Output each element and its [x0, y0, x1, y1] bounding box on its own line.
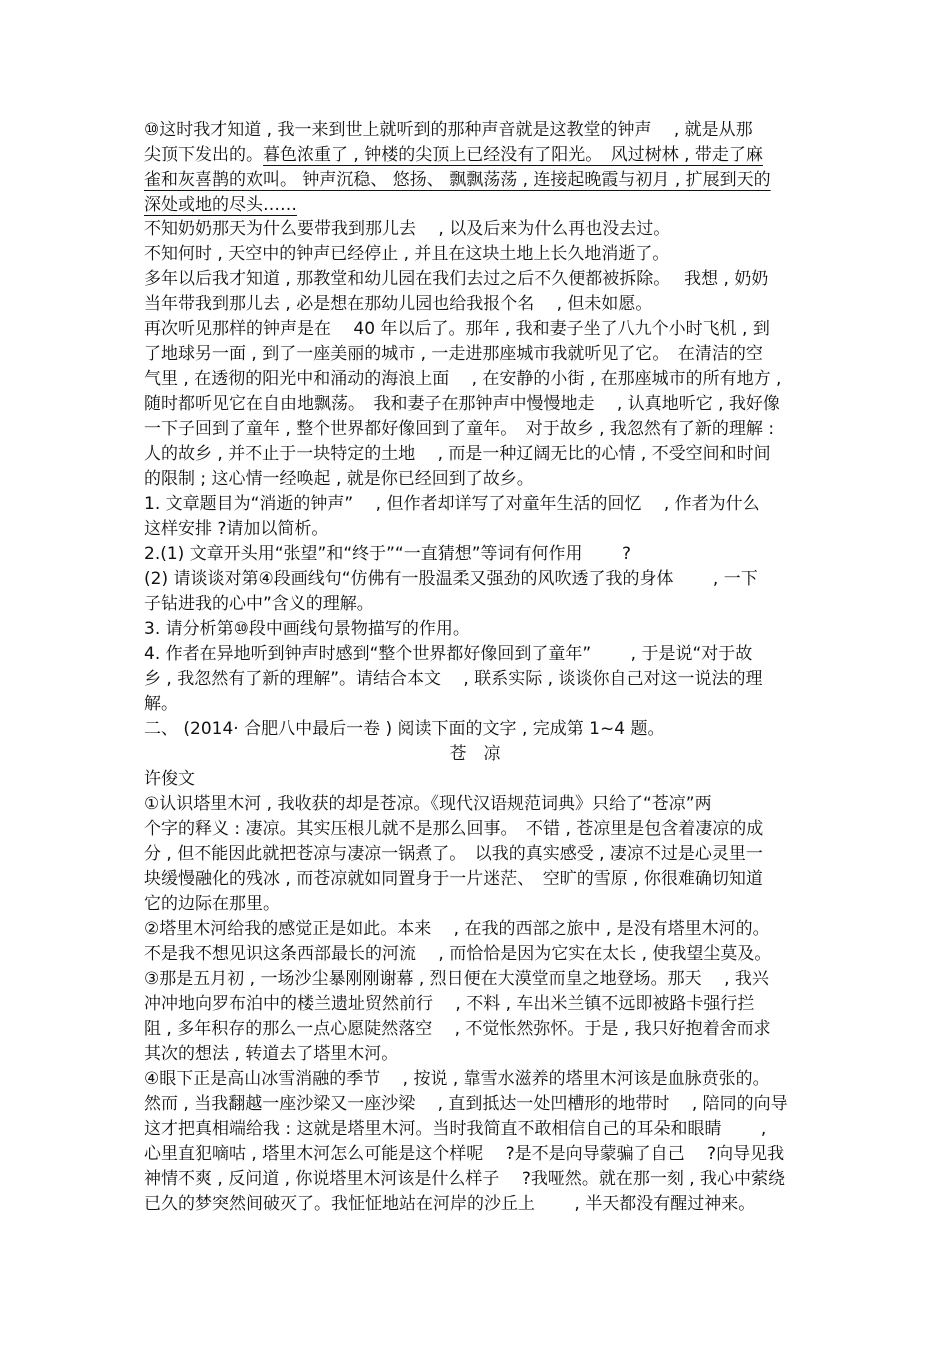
- text-line: 了地球另一面 , 到了一座美丽的城市 , 一走进那座城市我就听见了它。 在清洁的空: [144, 344, 763, 364]
- text-line: 然而 , 当我翻越一座沙梁又一座沙梁 , 直到抵达一处凹槽形的地带时 , 陪同的向导: [144, 1094, 788, 1114]
- text-line: 冲冲地向罗布泊中的楼兰遗址贸然前行 , 不料 , 车出米兰镇不远即被路卡强行拦: [144, 994, 755, 1014]
- text-line: 随时都听见它在自由地飘荡。 我和妻子在那钟声中慢慢地走 , 认真地听它 , 我好像: [144, 394, 780, 414]
- text-line: 其次的想法 , 转道去了塔里木河。: [144, 1044, 399, 1064]
- section-heading: 二、 (2014· 合肥八中最后一卷 ) 阅读下面的文字 , 完成第 1~4 题。: [144, 719, 665, 739]
- article-title: 苍 凉: [449, 744, 501, 764]
- question-2-1: 2.(1) 文章开头用“张望”和“终于”“一直猜想”等词有何作用 ?: [144, 544, 631, 564]
- text-line: ⑩这时我才知道 , 我一来到世上就听到的那种声音就是这教堂的钟声 , 就是从那: [144, 120, 753, 140]
- paragraph-1: ①认识塔里木河 , 我收获的却是苍凉。《现代汉语规范词典》只给了“苍凉”两: [144, 794, 712, 814]
- underlined-sentence: 深处或地的尽头……: [144, 195, 297, 215]
- text-line: 尖顶下发出的。暮色浓重了 , 钟楼的尖顶上已经没有了阳光。 风过树林 , 带走了麻: [144, 145, 763, 165]
- text-line: 乡 , 我忽然有了新的理解”。请结合本文 , 联系实际 , 谈谈你自己对这一说法的理: [144, 669, 763, 689]
- text-line: 的限制 ; 这心情一经唤起 , 就是你已经回到了故乡。: [144, 469, 534, 489]
- question-1: 1. 文章题目为“消逝的钟声” , 但作者却详写了对童年生活的回忆 , 作者为什么: [144, 494, 760, 514]
- paragraph-4: ④眼下正是高山冰雪消融的季节 , 按说 , 靠雪水滋养的塔里木河该是血脉贲张的。: [144, 1069, 770, 1089]
- paragraph-3: ③那是五月初 , 一场沙尘暴刚刚谢幕 , 烈日便在大漠堂而皇之地登场。那天 , 我兴: [144, 969, 769, 989]
- question-4: 4. 作者在异地听到钟声时感到“整个世界都好像回到了童年” , 于是说“对于故: [144, 644, 753, 664]
- text-line: 再次听见那样的钟声是在 40 年以后了。那年 , 我和妻子坐了八九个小时飞机 , 到: [144, 319, 770, 339]
- underlined-sentence: 暮色浓重了 , 钟楼的尖顶上已经没有了阳光。 风过树林 , 带走了麻: [263, 145, 763, 165]
- text-line: 这样安排 ?请加以简析。: [144, 519, 329, 539]
- text-line: 多年以后我才知道 , 那教堂和幼儿园在我们去过之后不久便都被拆除。 我想 , 奶奶: [144, 269, 769, 289]
- text-line: 不知奶奶那天为什么要带我到那儿去 , 以及后来为什么再也没去过。: [144, 219, 671, 239]
- text-line: 子钻进我的心中”含义的理解。: [144, 594, 374, 614]
- text-line: 它的边际在那里。: [144, 894, 280, 914]
- paragraph-2: ②塔里木河给我的感觉正是如此。本来 , 在我的西部之旅中 , 是没有塔里木河的。: [144, 919, 770, 939]
- text-line: 这才把真相端给我 : 这就是塔里木河。当时我简直不敢相信自己的耳朵和眼睛 ,: [144, 1119, 767, 1139]
- text-line: 一下子回到了童年 , 整个世界都好像回到了童年。 对于故乡 , 我忽然有了新的理解 :: [144, 419, 775, 439]
- text-line: 人的故乡 , 并不止于一块特定的土地 , 而是一种辽阔无比的心情 , 不受空间和时间: [144, 444, 771, 464]
- article-author: 许俊文: [144, 769, 195, 789]
- underlined-sentence: 雀和灰喜鹊的欢叫。 钟声沉稳、 悠扬、 飘飘荡荡 , 连接起晚霞与初月 , 扩展到天的: [144, 170, 771, 190]
- text-line: 气里 , 在透彻的阳光中和涌动的海浪上面 , 在安静的小街 , 在那座城市的所有地方 ,: [144, 369, 782, 389]
- text-line: 分 , 但不能因此就把苍凉与凄凉一锅煮了。 以我的真实感受 , 凄凉不过是心灵里一: [144, 844, 763, 864]
- text-line: 块缓慢融化的残冰 , 而苍凉就如同置身于一片迷茫、 空旷的雪原 , 你很难确切知道: [144, 869, 763, 889]
- text-line: 不知何时 , 天空中的钟声已经停止 , 并且在这块土地上长久地消逝了。: [144, 244, 670, 264]
- question-2-2: (2) 请谈谈对第④段画线句“仿佛有一股温柔又强劲的风吹透了我的身体 , 一下: [144, 569, 758, 589]
- text-line: 个字的释义 : 凄凉。其实压根儿就不是那么回事。 不错 , 苍凉里是包含着凄凉的成: [144, 819, 764, 839]
- text-line: 神情不爽 , 反问道 , 你说塔里木河该是什么样子 ?我哑然。就在那一刻 , 我心中萦绕: [144, 1169, 786, 1189]
- text-line: 已久的梦突然间破灭了。我怔怔地站在河岸的沙丘上 , 半天都没有醒过神来。: [144, 1194, 756, 1214]
- text-line: 不是我不想见识这条西部最长的河流 , 而恰恰是因为它实在太长 , 使我望尘莫及。: [144, 944, 772, 964]
- text-line: 解。: [144, 694, 178, 714]
- text-line: 当年带我到那儿去 , 必是想在那幼儿园也给我报个名 , 但未如愿。: [144, 294, 653, 314]
- question-3: 3. 请分析第⑩段中画线句景物描写的作用。: [144, 619, 470, 639]
- text-line: 阻 , 多年积存的那么一点心愿陡然落空 , 不觉怅然弥怀。于是 , 我只好抱着舍而求: [144, 1019, 771, 1039]
- text-line: 心里直犯嘀咕 , 塔里木河怎么可能是这个样呢 ?是不是向导蒙骗了自己 ?向导见我: [144, 1144, 785, 1164]
